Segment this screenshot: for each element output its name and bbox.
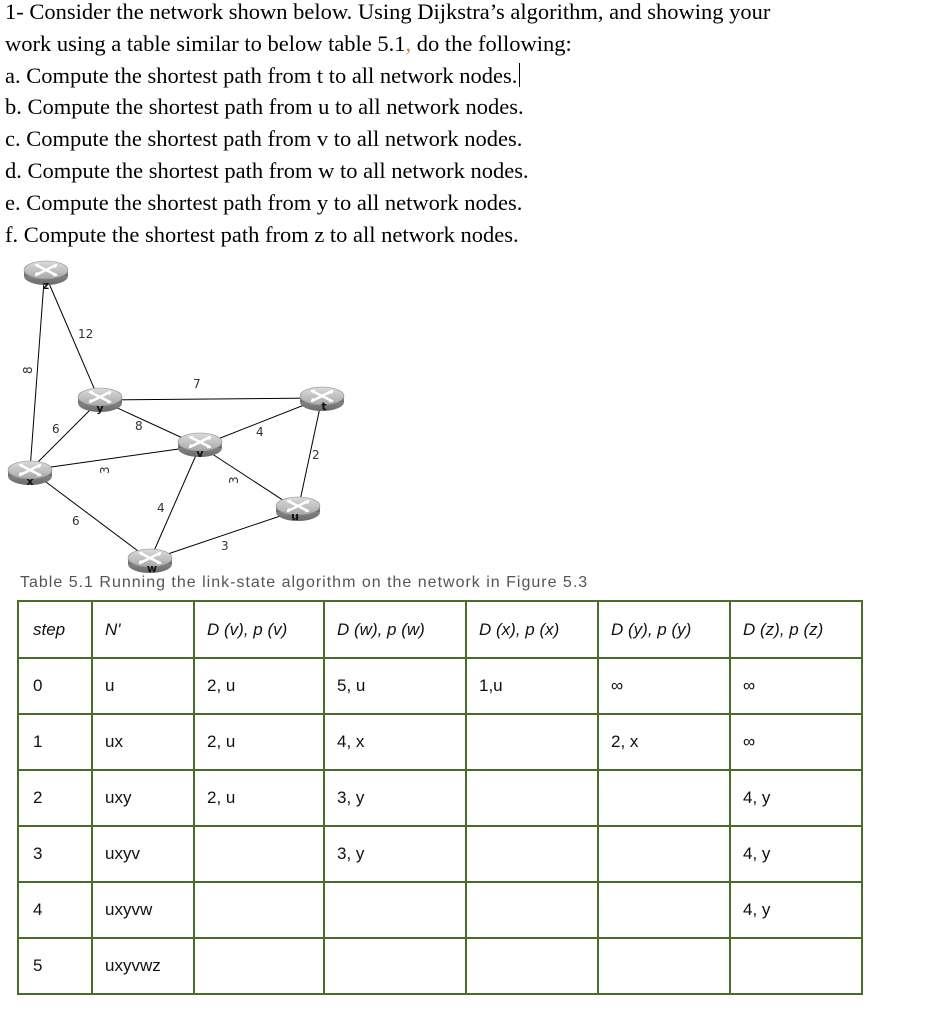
cell-dv: 2, u: [194, 770, 324, 826]
question-line-2-tail: do the following:: [411, 30, 572, 56]
cell-dw: 3, y: [324, 770, 466, 826]
cell-dw: 3, y: [324, 826, 466, 882]
router-node-y: [78, 388, 122, 415]
header-dy: D (y), p (y): [598, 601, 730, 658]
question-text: [5, 0, 925, 250]
weight-z-x: 8: [21, 366, 35, 374]
node-label-w: w: [146, 562, 158, 575]
table-row: [18, 826, 862, 882]
router-node-t: [300, 387, 344, 413]
cell-n-prime: uxyvwz: [92, 938, 194, 994]
weight-y-v: 8: [135, 419, 143, 433]
weight-v-t: 4: [256, 425, 264, 439]
edge-x-w: [30, 470, 150, 560]
part-a: [5, 60, 925, 92]
cell-n-prime: u: [92, 658, 194, 714]
cell-dw: [324, 938, 466, 994]
router-node-w: [128, 549, 172, 575]
cell-dw: 5, u: [324, 658, 466, 714]
text-caret: [519, 63, 520, 87]
table-row: [18, 938, 862, 994]
weight-y-x: 6: [52, 422, 60, 436]
cell-dy: [598, 826, 730, 882]
network-diagram: [0, 250, 380, 585]
cell-dx: [466, 882, 598, 938]
table-row: [18, 658, 862, 714]
part-a-text: a. Compute the shortest path from t to all network nodes.: [5, 62, 518, 88]
header-n-prime: N': [92, 601, 194, 658]
header-dw: D (w), p (w): [324, 601, 466, 658]
header-step: step: [18, 601, 92, 658]
node-label-y: y: [96, 402, 104, 415]
cell-dz: 4, y: [730, 882, 862, 938]
node-label-v: v: [196, 447, 204, 460]
edge-x-v: [30, 446, 200, 470]
part-d: d. Compute the shortest path from w to all network nodes.: [5, 157, 529, 183]
edge-z-y: [48, 281, 100, 402]
router-node-z: [24, 261, 68, 292]
node-label-t: t: [321, 400, 327, 413]
part-b: b. Compute the shortest path from u to all network nodes.: [5, 94, 524, 120]
weight-z-y: 12: [78, 327, 94, 341]
cell-n-prime: uxy: [92, 770, 194, 826]
weight-v-w: 4: [157, 501, 165, 515]
part-c: c. Compute the shortest path from v to all network nodes.: [5, 126, 523, 152]
cell-dx: 1,u: [466, 658, 598, 714]
table-row: [18, 882, 862, 938]
header-dv: D (v), p (v): [194, 601, 324, 658]
table-row: [18, 770, 862, 826]
cell-dz: 4, y: [730, 826, 862, 882]
orange-comma: ,: [405, 30, 412, 56]
node-label-x: x: [26, 475, 34, 488]
weight-y-t: 7: [193, 377, 201, 391]
cell-dz: ∞: [730, 714, 862, 770]
cell-step: 1: [18, 714, 92, 770]
table-header-row: [18, 601, 862, 658]
edge-z-x: [30, 281, 44, 470]
cell-dy: [598, 770, 730, 826]
cell-dv: 2, u: [194, 714, 324, 770]
question-line-1: 1- Consider the network shown below. Using Dijkstra’s algorithm, and showing your: [5, 0, 771, 24]
node-label-z: z: [42, 279, 50, 292]
cell-step: 2: [18, 770, 92, 826]
cell-dz: [730, 938, 862, 994]
header-dz: D (z), p (z): [730, 601, 862, 658]
cell-dw: [324, 882, 466, 938]
cell-dx: [466, 770, 598, 826]
cell-step: 5: [18, 938, 92, 994]
part-e: e. Compute the shortest path from y to all network nodes.: [5, 189, 523, 215]
cell-dy: 2, x: [598, 714, 730, 770]
header-dx: D (x), p (x): [466, 601, 598, 658]
weight-x-w: 6: [72, 514, 80, 528]
cell-dz: 4, y: [730, 770, 862, 826]
node-label-u: u: [291, 510, 299, 523]
question-line-2-text: work using a table similar to below table 5.1: [5, 30, 406, 56]
cell-step: 0: [18, 658, 92, 714]
cell-dx: [466, 714, 598, 770]
cell-n-prime: ux: [92, 714, 194, 770]
cell-n-prime: uxyv: [92, 826, 194, 882]
cell-dx: [466, 938, 598, 994]
cell-dx: [466, 826, 598, 882]
question-line-2: [5, 28, 925, 60]
cell-dz: ∞: [730, 658, 862, 714]
cut-off-caption: [20, 574, 860, 591]
cell-dy: [598, 882, 730, 938]
cell-dw: 4, x: [324, 714, 466, 770]
cell-n-prime: uxyvw: [92, 882, 194, 938]
cell-step: 4: [18, 882, 92, 938]
dijkstra-table: [17, 600, 863, 995]
cell-dv: [194, 826, 324, 882]
part-f: f. Compute the shortest path from z to all network nodes.: [5, 221, 519, 247]
cut-off-caption-text: Table 5.1 Running the link-state algorithm on the network in Figure 5.3: [20, 574, 589, 591]
table-row: [18, 714, 862, 770]
cell-dy: [598, 938, 730, 994]
router-node-x: [8, 461, 52, 488]
cell-step: 3: [18, 826, 92, 882]
weight-x-v: 3: [98, 466, 112, 474]
cell-dv: [194, 938, 324, 994]
cell-dv: 2, u: [194, 658, 324, 714]
weight-w-u: 3: [221, 539, 229, 553]
cell-dy: ∞: [598, 658, 730, 714]
weight-v-u: 3: [227, 476, 241, 484]
weight-t-u: 2: [312, 448, 320, 462]
cell-dv: [194, 882, 324, 938]
router-node-u: [276, 497, 320, 523]
edge-y-t: [100, 398, 322, 400]
